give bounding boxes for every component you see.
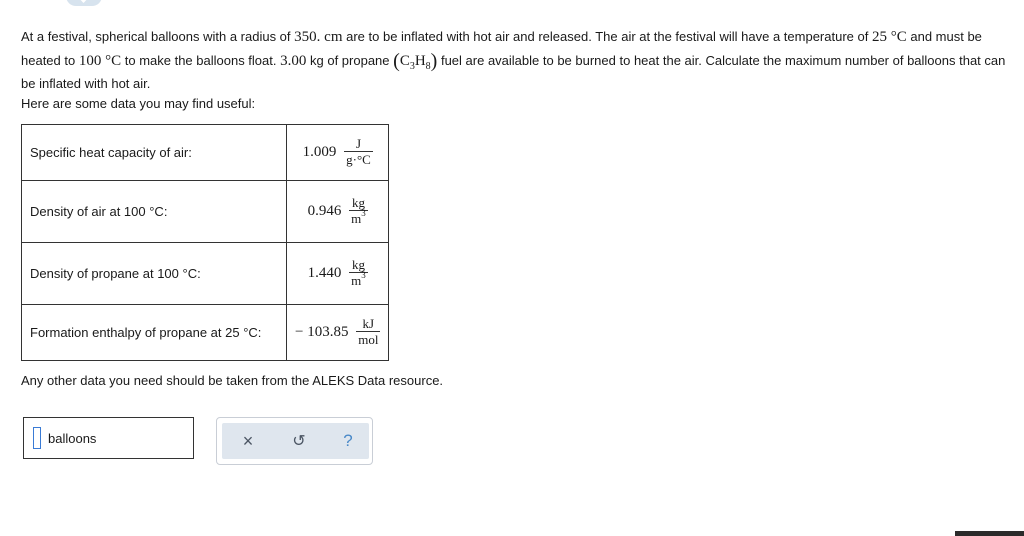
- row-label: Density of propane at 100 °C:: [22, 243, 287, 305]
- clear-button[interactable]: ×: [242, 430, 254, 451]
- answer-unit-label: balloons: [48, 431, 97, 446]
- answer-toolbar: [216, 417, 373, 465]
- row-value: − 103.85 $\frac{kJ}{\text{mol}}$: [287, 305, 389, 361]
- other-data-note: Any other data you need should be taken from the ALEKS Data resource.: [21, 373, 444, 388]
- table-row: [22, 305, 389, 361]
- propane-formula: $(C_3H_8)$: [393, 49, 438, 72]
- table-row: [22, 125, 389, 181]
- undo-button[interactable]: ↺: [292, 433, 306, 450]
- help-button[interactable]: ?: [343, 431, 353, 450]
- row-label: Density of air at 100 °C:: [22, 181, 287, 243]
- row-label: Formation enthalpy of propane at 25 °C:: [22, 305, 287, 361]
- row-value: 0.946 $\frac{kg}{m^3}$: [287, 181, 389, 243]
- table-row: [22, 181, 389, 243]
- problem-statement: At a festival, spherical balloons with a radius of 350. cm are to be inflated with hot air and released. The air at the festival will have a temperature of 25 °C and must be heated to 100 °C to make the balloons float. 3.00 kg of propane $(C_3H_8)$ fuel are available to be burned to heat the air. Calculate the maximum number of balloons that can be inflated with hot air.: [21, 29, 1006, 91]
- row-value: 1.440 $\frac{kg}{m^3}$: [287, 243, 389, 305]
- row-label: Specific heat capacity of air:: [22, 125, 287, 181]
- table-row: [22, 243, 389, 305]
- text-cursor-box[interactable]: [33, 427, 41, 449]
- row-value: 1.009 $\frac{J}{g\cdot^\circ C}$: [287, 125, 389, 181]
- scroll-indicator: [955, 531, 1024, 536]
- collapse-tab[interactable]: [66, 0, 102, 6]
- answer-input[interactable]: [23, 417, 194, 459]
- useful-data-intro: Here are some data you may find useful:: [21, 96, 256, 111]
- data-table: [21, 124, 389, 361]
